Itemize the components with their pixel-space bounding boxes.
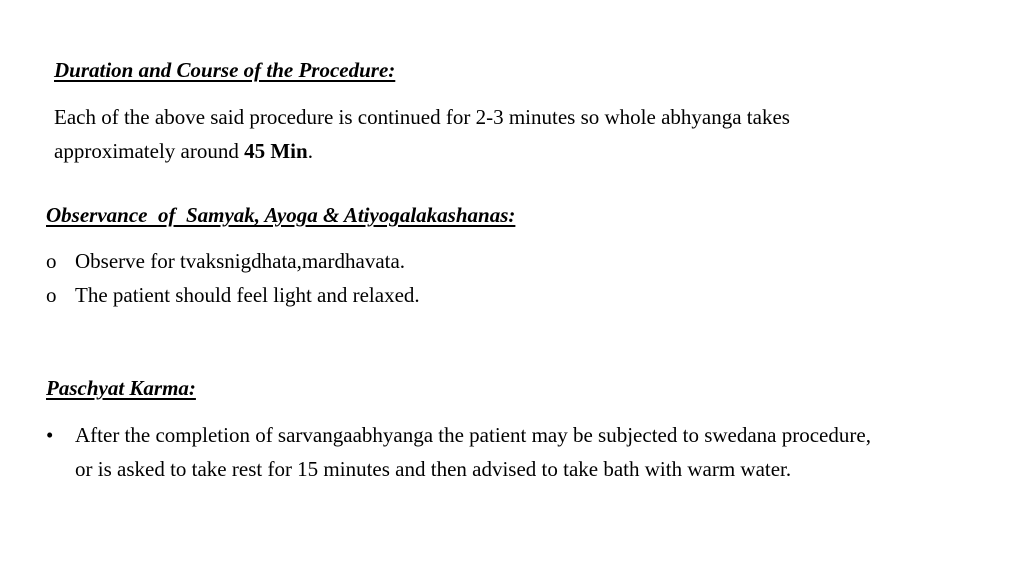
observance-heading: Observance of Samyak, Ayoga & Atiyogalakashanas: — [46, 203, 516, 227]
bullet-icon: • — [46, 423, 54, 447]
duration-text: Each of the above said procedure is continued for 2-3 minutes so whole abhyanga takes approximately around — [54, 105, 790, 163]
duration-bold-time: 45 Min — [244, 139, 308, 163]
list-item-text: Observe for tvaksnigdhata,mardhavata. — [75, 249, 406, 273]
paschyat-karma-heading: Paschyat Karma: — [46, 376, 196, 400]
circle-bullet-icon: o — [46, 249, 57, 273]
list-item-text: After the completion of sarvangaabhyanga the patient may be subjected to swedana procedure, or is asked to take rest for 15 minutes and then advised to take bath with warm water. — [75, 423, 871, 481]
observance-list — [46, 244, 746, 312]
circle-bullet-icon: o — [46, 283, 57, 307]
list-item-text: The patient should feel light and relaxed. — [75, 283, 420, 307]
paschyat-karma-list — [46, 418, 886, 486]
duration-text-end: . — [307, 139, 313, 163]
list-item — [46, 278, 746, 312]
duration-heading: Duration and Course of the Procedure: — [54, 58, 396, 82]
list-item — [46, 244, 746, 278]
list-item — [46, 418, 886, 486]
duration-paragraph — [54, 100, 814, 168]
